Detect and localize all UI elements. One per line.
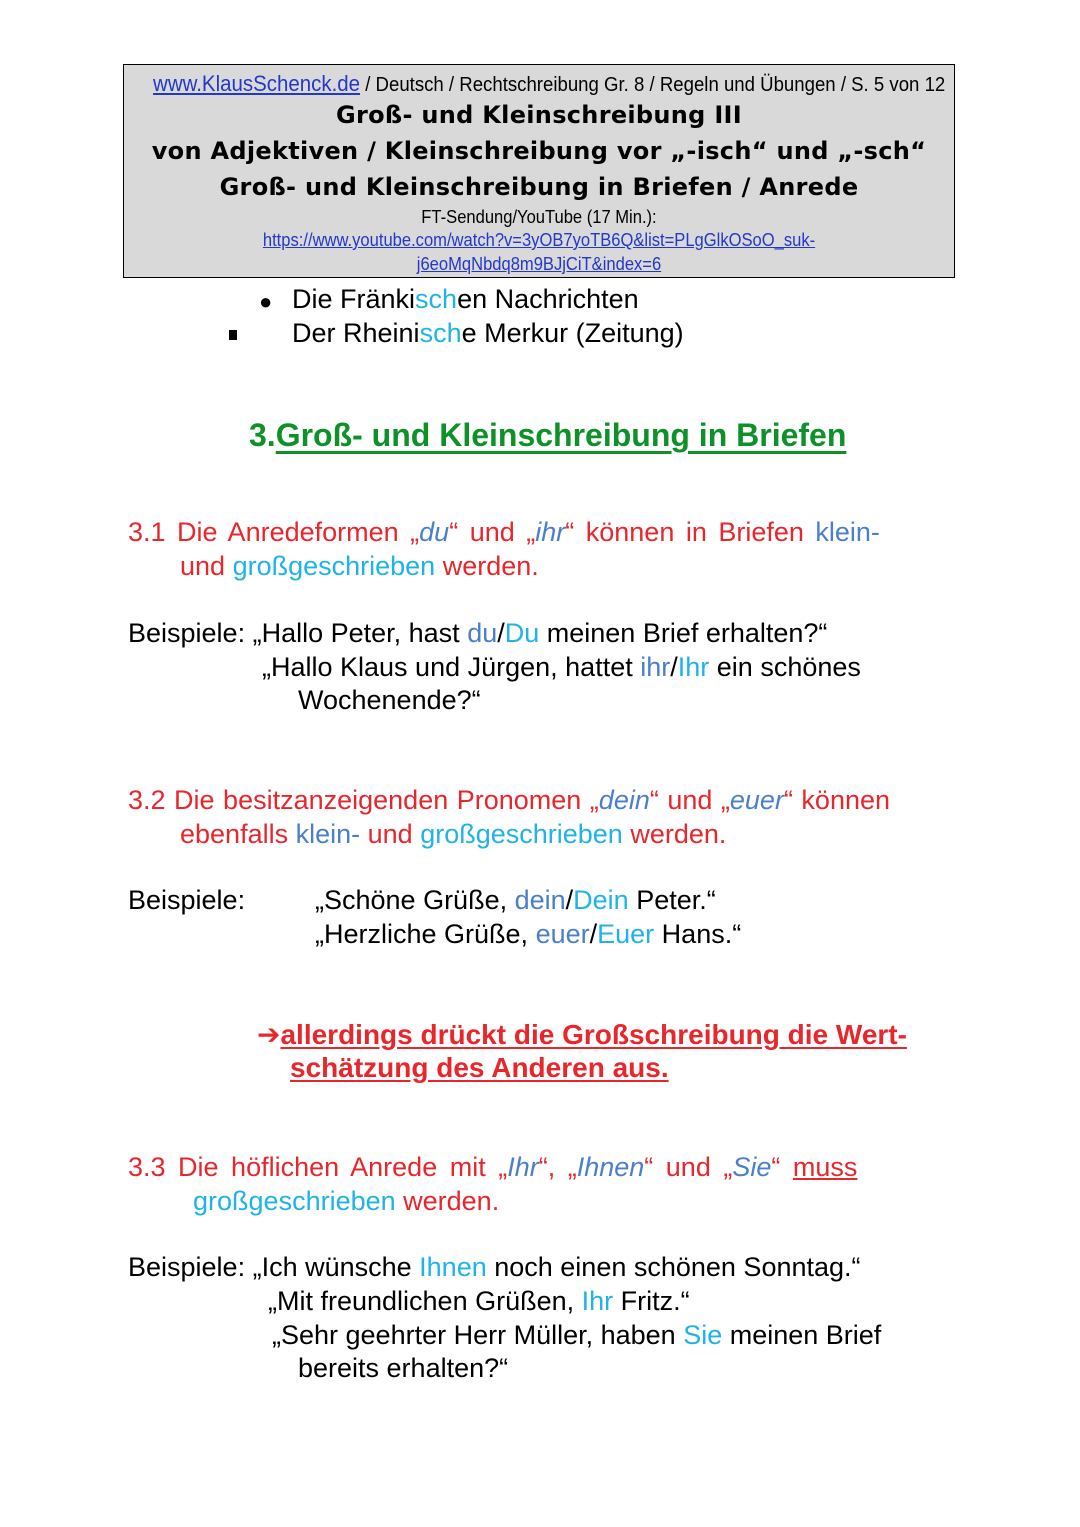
rule-3-2-line-2: ebenfalls klein- und großgeschrieben werden. — [180, 819, 727, 849]
examples-3-3-line-1: Beispiele: „Ich wünsche Ihnen noch einen schönen Sonntag.“ — [128, 1252, 861, 1282]
rule-3-1-line-1: 3.1 Die Anredeformen „du“ und „ihr“ können in Briefen klein- — [128, 517, 880, 547]
title-line-1: Groß- und Kleinschreibung III — [335, 101, 743, 129]
title-line-2: von Adjektiven / Kleinschreibung vor „-isch“ und „-sch“ — [151, 137, 927, 165]
examples-3-2-line-2: „Herzliche Grüße, euer/Euer Hans.“ — [315, 919, 742, 949]
examples-3-1-line-3: Wochenende?“ — [298, 685, 481, 715]
breadcrumb: / Deutsch / Rechtschreibung Gr. 8 / Regeln und Übungen / S. 5 von 12 — [360, 74, 946, 96]
bullet-dot-icon: ● — [259, 289, 273, 314]
video-label: FT-Sendung/YouTube (17 Min.): — [421, 207, 657, 227]
examples-3-2-label: Beispiele: — [128, 885, 246, 915]
examples-3-1-line-2: „Hallo Klaus und Jürgen, hattet ihr/Ihr ein schönes — [262, 652, 861, 682]
note-line-2: schätzung des Anderen aus. — [290, 1052, 669, 1083]
section-3-title — [249, 417, 846, 454]
section-number: 3. — [249, 417, 276, 453]
examples-3-3-line-3: „Sehr geehrter Herr Müller, haben Sie meinen Brief — [272, 1320, 882, 1350]
section-title-text: Groß- und Kleinschreibung in Briefen — [275, 417, 847, 453]
header-box — [123, 64, 955, 278]
title-line-3: Groß- und Kleinschreibung in Briefen / Anrede — [219, 173, 859, 201]
bullet-item: Die Fränkischen Nachrichten — [292, 284, 639, 314]
video-link-line-1[interactable]: https://www.youtube.com/watch?v=3yOB7yoTB6Q&list=PLgGlkOSoO_suk- — [262, 230, 816, 250]
rule-3-1-line-2: und großgeschrieben werden. — [180, 551, 539, 581]
note-line-1: ➔allerdings drückt die Großschreibung die Wert- — [257, 1019, 907, 1050]
examples-3-3-line-2: „Mit freundlichen Grüßen, Ihr Fritz.“ — [268, 1286, 690, 1316]
rule-3-3-line-1: 3.3 Die höflichen Anrede mit „Ihr“, „Ihnen“ und „Sie“ muss — [128, 1152, 858, 1182]
bullet-square-icon — [229, 330, 237, 340]
header-breadcrumb-line — [153, 71, 946, 97]
rule-3-3-line-2: großgeschrieben werden. — [193, 1186, 500, 1216]
arrow-right-icon: ➔ — [257, 1019, 281, 1050]
examples-3-2-line-1: „Schöne Grüße, dein/Dein Peter.“ — [315, 885, 716, 915]
site-link[interactable]: www.KlausSchenck.de — [153, 71, 361, 96]
bullet-item: Der Rheinische Merkur (Zeitung) — [292, 318, 684, 348]
examples-3-3-line-4: bereits erhalten?“ — [298, 1353, 509, 1383]
examples-3-1-line-1: Beispiele: „Hallo Peter, hast du/Du meinen Brief erhalten?“ — [128, 618, 828, 648]
video-link-line-2[interactable]: j6eoMqNbdq8m9BJjCiT&index=6 — [416, 254, 662, 274]
rule-3-2-line-1: 3.2 Die besitzanzeigenden Pronomen „dein“ und „euer“ können — [128, 785, 891, 815]
